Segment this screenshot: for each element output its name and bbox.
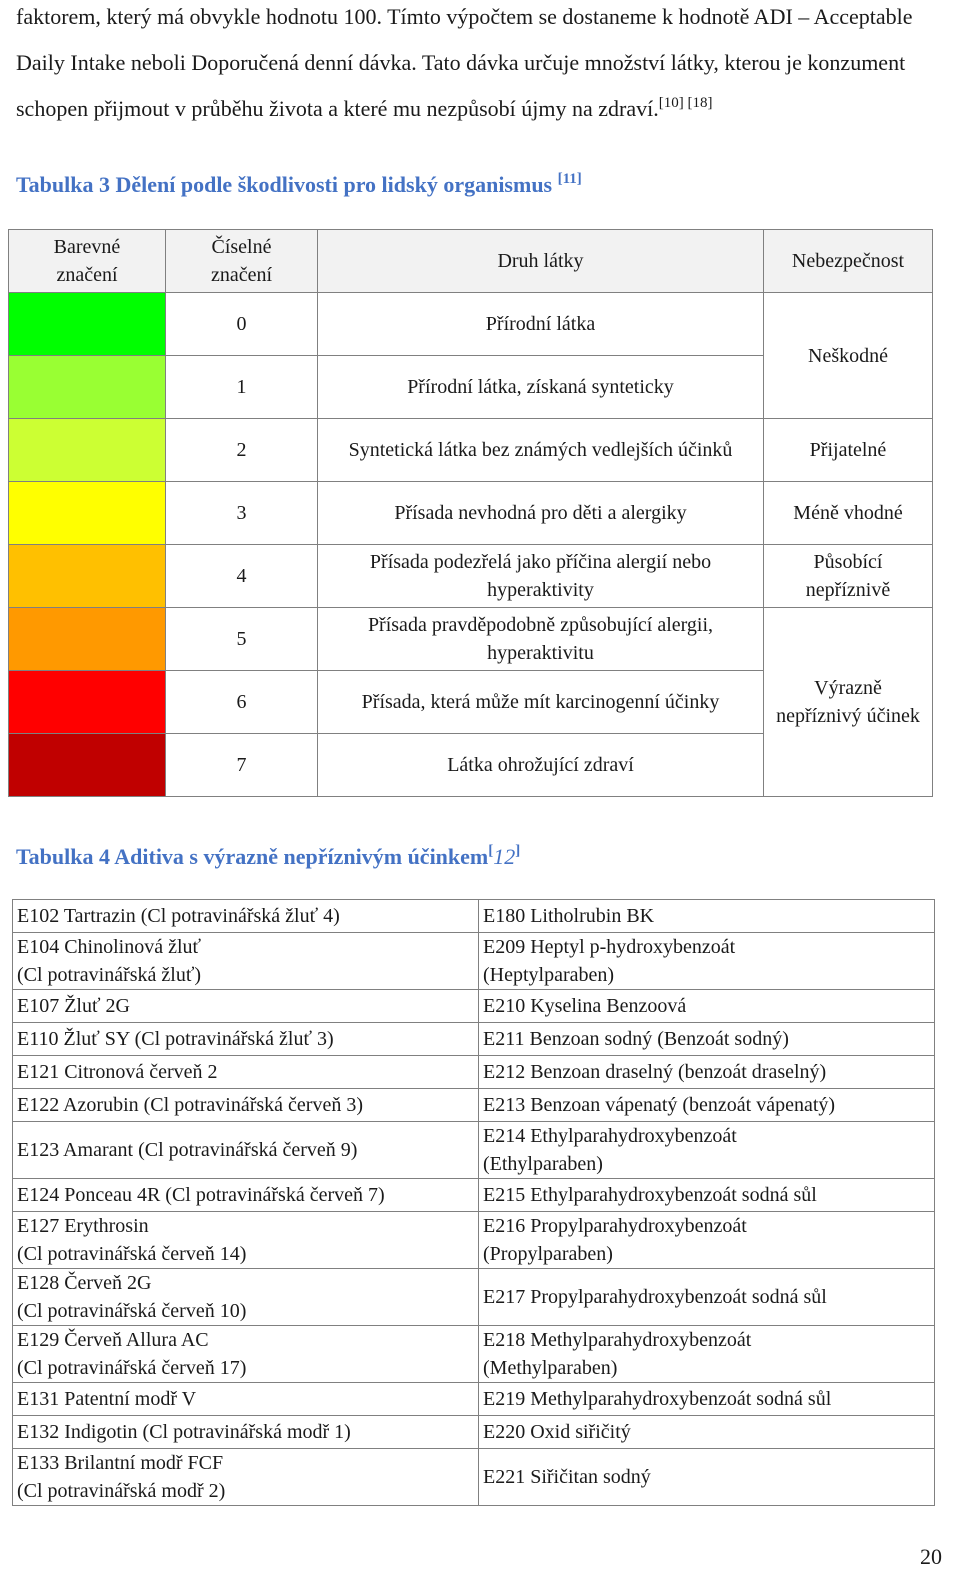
table-row: [9, 293, 933, 356]
color-swatch: [9, 608, 166, 671]
substance-cell: Přísada podezřelá jako příčina alergií nebo hyperaktivity: [318, 545, 764, 608]
adverse-additives-table: [12, 899, 935, 1506]
additive-cell-right: [479, 900, 935, 933]
additive-name: E131 Patentní modř V: [17, 1388, 197, 1410]
color-swatch: [9, 293, 166, 356]
additive-cell-right: [479, 1383, 935, 1416]
additive-name: E210 Kyselina Benzoová: [483, 995, 687, 1017]
table-row: [13, 1089, 935, 1122]
substance-cell: Látka ohrožující zdraví: [318, 734, 764, 797]
substance-cell: Přírodní látka, získaná synteticky: [318, 356, 764, 419]
table-row: [13, 1179, 935, 1212]
additive-name: E211 Benzoan sodný (Benzoát sodný): [483, 1028, 789, 1050]
table3-caption-reference: [11]: [557, 171, 582, 187]
substance-cell: Přísada nevhodná pro děti a alergiky: [318, 482, 764, 545]
additive-name: E122 Azorubin (Cl potravinářská červeň 3): [17, 1094, 364, 1116]
additive-name: E219 Methylparahydroxybenzoát sodná sůl: [483, 1388, 832, 1410]
additive-name: E110 Žluť SY (Cl potravinářská žluť 3): [17, 1028, 334, 1050]
additive-cell-left: [13, 1449, 479, 1506]
additive-cell-right: [479, 1416, 935, 1449]
table3-header-cell: Nebezpečnost: [764, 230, 933, 293]
table-row: [13, 1383, 935, 1416]
table3-header-row: [9, 230, 933, 293]
number-cell: 5: [166, 608, 318, 671]
danger-cell: Působící nepříznivě: [764, 545, 933, 608]
table4-ref-bracket-open: [: [488, 843, 494, 859]
page-number: 20: [920, 1544, 942, 1569]
additive-name: E107 Žluť 2G: [17, 995, 130, 1017]
additive-name: E218 Methylparahydroxybenzoát (Methylparaben): [483, 1329, 752, 1379]
table-row: [9, 419, 933, 482]
intro-paragraph: [16, 0, 956, 132]
additive-name: E129 Červeň Allura AC (Cl potravinářská červeň 17): [17, 1329, 247, 1379]
additive-name: E215 Ethylparahydroxybenzoát sodná sůl: [483, 1184, 817, 1206]
substance-cell: Přísada, která může mít karcinogenní účinky: [318, 671, 764, 734]
danger-cell: Výrazně nepříznivý účinek: [764, 608, 933, 797]
additive-name: E216 Propylparahydroxybenzoát (Propylparaben): [483, 1215, 747, 1265]
intro-text: faktorem, který má obvykle hodnotu 100. Tímto výpočtem se dostaneme k hodnotě ADI – Acceptable Daily Intake neboli Doporučená denní dávka. Tato dávka určuje množství látky, kterou je konzument schopen přijmout v průběhu života a které mu nezpůsobí újmy na zdraví.: [16, 4, 913, 121]
table-row: [13, 900, 935, 933]
number-cell: 0: [166, 293, 318, 356]
number-cell: 6: [166, 671, 318, 734]
additive-name: E217 Propylparahydroxybenzoát sodná sůl: [483, 1286, 827, 1308]
additive-cell-right: [479, 990, 935, 1023]
additive-name: E220 Oxid siřičitý: [483, 1421, 631, 1443]
additive-cell-left: [13, 1023, 479, 1056]
additive-cell-left: [13, 900, 479, 933]
number-cell: 1: [166, 356, 318, 419]
table-row: [9, 482, 933, 545]
additive-cell-left: [13, 1326, 479, 1383]
additive-name: E221 Siřičitan sodný: [483, 1466, 651, 1488]
color-swatch: [9, 671, 166, 734]
danger-cell: Neškodné: [764, 293, 933, 419]
additive-name: E209 Heptyl p-hydroxybenzoát (Heptylparaben): [483, 936, 736, 986]
substance-cell: Přírodní látka: [318, 293, 764, 356]
additive-cell-left: [13, 933, 479, 990]
substance-cell: Syntetická látka bez známých vedlejších účinků: [318, 419, 764, 482]
additive-cell-right: [479, 1179, 935, 1212]
color-swatch: [9, 734, 166, 797]
toxicity-classification-table: [8, 229, 933, 797]
additive-cell-right: [479, 1122, 935, 1179]
additive-name: E123 Amarant (Cl potravinářská červeň 9): [17, 1139, 358, 1161]
table-row: [13, 1269, 935, 1326]
additive-cell-left: [13, 1383, 479, 1416]
additive-name: E213 Benzoan vápenatý (benzoát vápenatý): [483, 1094, 836, 1116]
additive-cell-left: [13, 1269, 479, 1326]
table-row: [13, 990, 935, 1023]
table-row: [9, 545, 933, 608]
danger-cell: Méně vhodné: [764, 482, 933, 545]
additive-cell-right: [479, 1326, 935, 1383]
number-cell: 2: [166, 419, 318, 482]
additive-name: E104 Chinolinová žluť (Cl potravinářská žluť): [17, 936, 202, 986]
color-swatch: [9, 356, 166, 419]
additive-cell-left: [13, 1179, 479, 1212]
additive-name: E180 Litholrubin BK: [483, 905, 655, 927]
table-row: [13, 1122, 935, 1179]
additive-cell-left: [13, 1056, 479, 1089]
table-row: [13, 1416, 935, 1449]
additive-name: E214 Ethylparahydroxybenzoát (Ethylparaben): [483, 1125, 737, 1175]
additive-name: E132 Indigotin (Cl potravinářská modř 1): [17, 1421, 351, 1443]
additive-name: E124 Ponceau 4R (Cl potravinářská červeň 7): [17, 1184, 385, 1206]
additive-cell-right: [479, 1056, 935, 1089]
additive-cell-left: [13, 1122, 479, 1179]
substance-cell: Přísada pravděpodobně způsobující alergii, hyperaktivitu: [318, 608, 764, 671]
table3-caption: [16, 172, 582, 198]
table4-caption: [16, 844, 520, 870]
color-swatch: [9, 419, 166, 482]
table3-caption-text: Tabulka 3 Dělení podle škodlivosti pro lidský organismus: [16, 172, 553, 197]
table-row: [13, 1449, 935, 1506]
additive-cell-left: [13, 1212, 479, 1269]
table-row: [13, 933, 935, 990]
intro-references: [10] [18]: [658, 95, 713, 111]
table-row: [9, 608, 933, 671]
additive-name: E212 Benzoan draselný (benzoát draselný): [483, 1061, 827, 1083]
additive-name: E128 Červeň 2G (Cl potravinářská červeň 10): [17, 1272, 247, 1322]
additive-cell-right: [479, 1212, 935, 1269]
danger-cell: Přijatelné: [764, 419, 933, 482]
color-swatch: [9, 545, 166, 608]
table4-caption-reference: 12: [493, 844, 516, 869]
table3-header-cell: Číselné značení: [166, 230, 318, 293]
number-cell: 3: [166, 482, 318, 545]
additive-cell-right: [479, 1089, 935, 1122]
additive-cell-right: [479, 933, 935, 990]
table3-header-cell: Druh látky: [318, 230, 764, 293]
table-row: [13, 1056, 935, 1089]
additive-cell-left: [13, 1089, 479, 1122]
table-row: [13, 1326, 935, 1383]
number-cell: 4: [166, 545, 318, 608]
additive-cell-right: [479, 1449, 935, 1506]
table3-header-cell: Barevné značení: [9, 230, 166, 293]
additive-name: E133 Brilantní modř FCF (Cl potravinářská modř 2): [17, 1452, 226, 1502]
additive-cell-left: [13, 990, 479, 1023]
table-row: [13, 1023, 935, 1056]
table4-caption-text: Tabulka 4 Aditiva s výrazně nepříznivým účinkem: [16, 844, 489, 869]
additive-cell-right: [479, 1023, 935, 1056]
color-swatch: [9, 482, 166, 545]
additive-name: E127 Erythrosin (Cl potravinářská červeň 14): [17, 1215, 247, 1265]
table-row: [13, 1212, 935, 1269]
additive-name: E121 Citronová červeň 2: [17, 1061, 218, 1083]
table4-ref-bracket-close: ]: [515, 843, 521, 859]
additive-name: E102 Tartrazin (Cl potravinářská žluť 4): [17, 905, 340, 927]
number-cell: 7: [166, 734, 318, 797]
additive-cell-left: [13, 1416, 479, 1449]
additive-cell-right: [479, 1269, 935, 1326]
